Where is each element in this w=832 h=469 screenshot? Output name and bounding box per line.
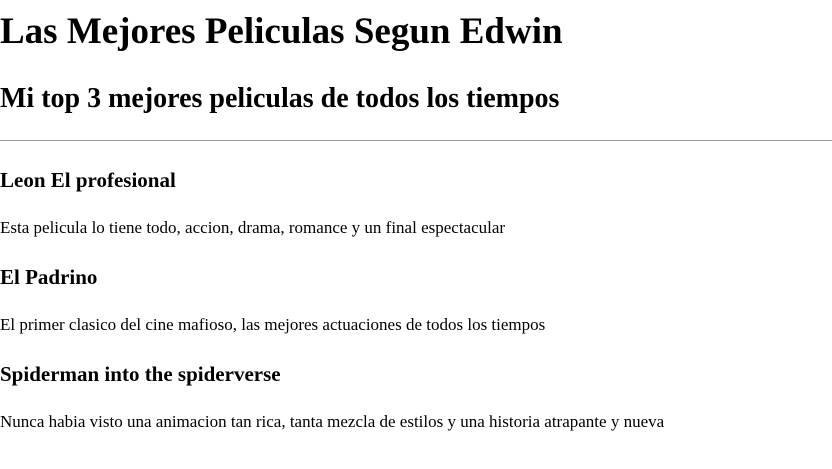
movie-title-3: Spiderman into the spiderverse (0, 362, 281, 386)
movie-description-3: Nunca habia visto una animacion tan rica, tanta mezcla de estilos y una historia atrapante y nueva (0, 412, 665, 431)
movie-description-2: El primer clasico del cine mafioso, las mejores actuaciones de todos los tiempos (0, 315, 546, 334)
movie-title-2: El Padrino (0, 265, 98, 289)
movie-description-1: Esta pelicula lo tiene todo, accion, drama, romance y un final espectacular (0, 218, 506, 237)
divider (0, 140, 832, 141)
movie-title-1: Leon El profesional (0, 168, 176, 192)
page-title: Las Mejores Peliculas Segun Edwin (0, 11, 563, 52)
page-subtitle: Mi top 3 mejores peliculas de todos los tiempos (0, 83, 560, 114)
